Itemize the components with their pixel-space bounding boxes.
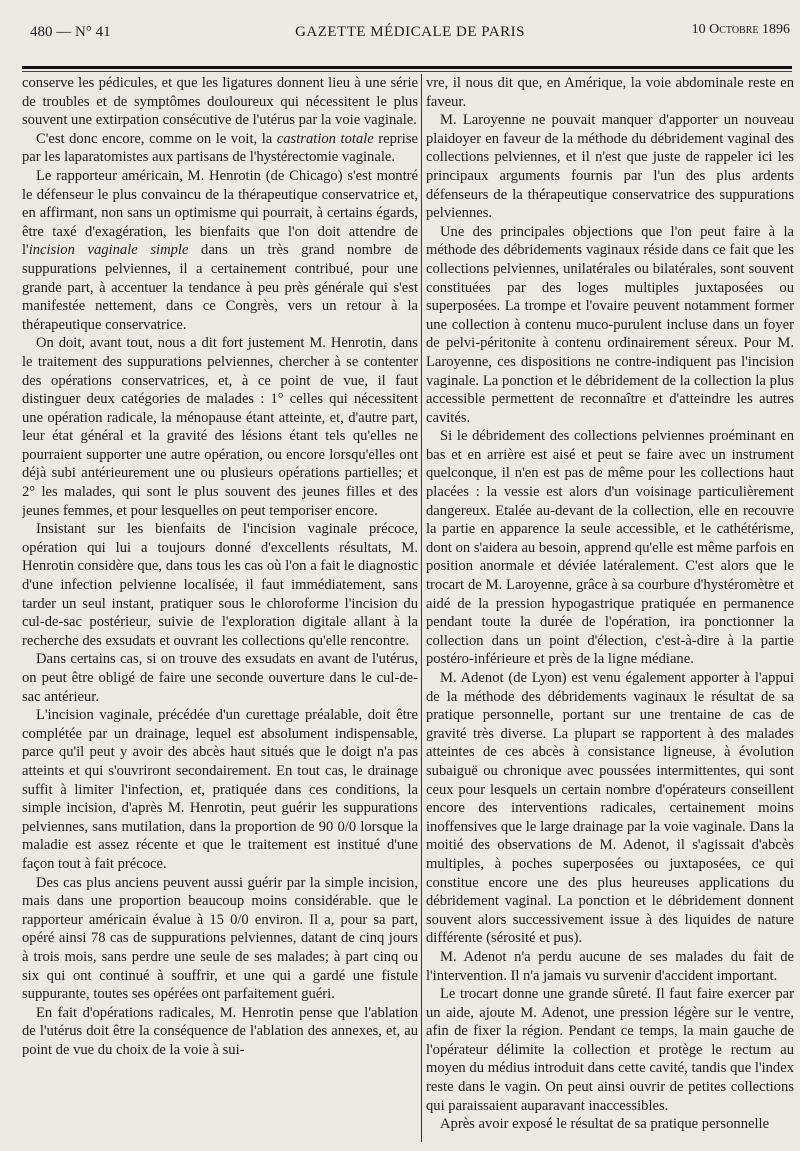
paragraph xyxy=(426,948,794,985)
text-run: dans un très grand nombre de suppurations pelviennes, il a certainement contribué, pour une grande part, à accentuer la tendance à peu près générale qui s'est manifestée nettement, dans ce Congrès, vers un retour à la thérapeutique conservatrice. xyxy=(22,242,418,333)
page-number: 480 — N° 41 xyxy=(30,24,111,40)
paragraph xyxy=(426,111,794,223)
text-run: conserve les pédicules, et que les ligatures donnent lieu à une série de troubles et de symptômes douloureux qui nécessitent le plus souvent une extirpation consécutive de l'utérus par la voie vaginale. xyxy=(22,75,418,129)
italic-text: incision vaginale simple xyxy=(28,242,189,259)
text-run: reprise par les laparatomistes aux partisans de l'hystérectomie vaginale. xyxy=(22,130,418,166)
text-run: vre, il nous dit que, en Amérique, la voie abdominale reste en faveur. xyxy=(426,75,794,110)
text-run: C'est donc encore, comme on le voit, la xyxy=(36,130,277,147)
issue-date-day: 10 xyxy=(691,22,706,37)
text-run: En fait d'opérations radicales, M. Henrotin pense que l'ablation de l'utérus doit être la conséquence de l'ablation des annexes, et, au point de vue du choix de la voie à sui- xyxy=(22,1004,418,1058)
paragraph xyxy=(426,1115,794,1134)
issue-date-month: Octobre xyxy=(709,22,759,37)
paragraph xyxy=(426,74,794,111)
text-run: Dans certains cas, si on trouve des exsudats en avant de l'utérus, on peut être obligé de faire une seconde ouverture dans le cul-de-sac antérieur. xyxy=(22,651,418,705)
left-column xyxy=(22,74,418,1144)
header-rule xyxy=(22,66,792,69)
paragraph xyxy=(22,334,418,520)
column-divider xyxy=(421,74,422,1142)
text-run: Le trocart donne une grande sûreté. Il faut faire exercer par un aide, ajoute M. Adenot, une pression légère sur le ventre, afin de fixer la région. Pendant ce temps, la main gauche de l'opérateur délimite la collection et protège le rectum au moyen du médius introduit dans cette cavité, tandis que l'index reste dans le vagin. On peut ainsi ouvrir de petites collections qui paraissaient auparavant inaccessibles. xyxy=(426,986,794,1114)
paragraph xyxy=(22,167,418,334)
paragraph xyxy=(426,669,794,948)
page-header xyxy=(30,22,790,48)
paragraph xyxy=(426,427,794,669)
journal-title: GAZETTE MÉDICALE DE PARIS xyxy=(295,24,525,40)
paragraph xyxy=(22,130,418,167)
paragraph xyxy=(22,706,418,873)
header-rule-thin xyxy=(22,71,792,72)
paragraph xyxy=(426,985,794,1115)
paragraph xyxy=(22,520,418,650)
text-run: L'incision vaginale, précédée d'un curettage préalable, doit être complétée par un drainage, lequel est absolument indispensable, parce qu'il peut y avoir des abcès haut situés que le doigt n'a pas atteints et qui s'ouvriront secondairement. En tout cas, le drainage suffit à limiter l'infection, et, pratiquée dans ces conditions, la simple incision, d'après M. Henrotin, peut guérir les suppurations pelviennes, sans mutilation, dans la proportion de 90 0/0 lorsque la maladie est assez récente et que le traitement est institué d'une façon tout à fait précoce. xyxy=(22,707,418,872)
text-run: Si le débridement des collections pelviennes proéminant en bas et en arrière est aisé et peut se faire avec un instrument quelconque, il n'en est pas de même pour les collections haut placées : la vessie est alors d'un voisinage particulièrement dangereux. Etalée au-devant de la collection, elle en recouvre la partie en apparence la seule accessible, et le cathétérisme, dont on s'aidera au besoin, apprend qu'elle est même parfois en position anormale et déviée latéralement. C'est alors que le trocart de M. Laroyenne, grâce à sa courbure d'hystéromètre et aidé de la pression hypogastrique pratiquée en permanence pendant toute la durée de l'opération, ira ponctionner la collection dans un point d'élection, c'est-à-dire à la partie postéro-inférieure et près de la ligne médiane. xyxy=(426,428,794,668)
text-run: Des cas plus anciens peuvent aussi guérir par la simple incision, mais dans une proportion beaucoup moins considérable. que le rapporteur américain évalue à 15 0/0 environ. Il a, pour sa part, opéré ainsi 78 cas de suppurations pelviennes, datant de cinq jours à trois mois, sans perdre une seule de ses malades; à part cinq ou six qui ont continué à souffrir, et une qui a gardé une fistule suppurante, toutes ses opérées ont parfaitement guéri. xyxy=(22,874,418,1003)
issue-date xyxy=(692,22,790,38)
paragraph xyxy=(22,1004,418,1060)
paragraph xyxy=(22,74,418,130)
right-column xyxy=(426,74,794,1144)
text-run: Une des principales objections que l'on peut faire à la méthode des débridements vaginaux réside dans ce fait que les collections pelviennes, unilatérales ou bilatérales, sont souvent constituées par des loges multiples juxtaposées ou superposées. La trompe et l'ovaire peuvent notamment former une collection à contenu muco-purulent incluse dans un foyer de pelvi-péritonite à contenu ordinairement séreux. Pour M. Laroyenne, ces dispositions ne contre-indiquent pas l'incision vaginale. La ponction et le débridement de la collection la plus accessible permettent de reconnaître et d'atteindre les autres cavités. xyxy=(426,223,794,426)
text-run: M. Adenot n'a perdu aucune de ses malades du fait de l'intervention. Il n'a jamais vu survenir d'accident important. xyxy=(426,948,794,984)
italic-text: castration totale xyxy=(276,130,374,147)
paragraph xyxy=(22,874,418,1004)
text-run: M. Adenot (de Lyon) est venu également apporter à l'appui de la méthode des débridements vaginaux le résultat de sa pratique personnelle, portant sur une trentaine de cas de gravité très diverse. La plupart se rapportent à des malades atteintes de ces abcès à consistance ligneuse, à évolution subaiguë ou chronique avec poussées intermittentes, qui sont ceux pour lesquels un certain nombre d'opérateurs conseillent encore des interventions radicales, certainement moins inoffensives que le large drainage par la voie vaginale. Dans la moitié des observations de M. Adenot, il s'agissait d'abcès multiples, à poches superposées ou juxtaposées, ce qui constitue encore une des plus heureuses applications du débridement vaginal. La ponction et le débridement donnent souvent alors successivement issue à des liquides de nature différente (sérosité et pus). xyxy=(426,670,794,947)
text-run: On doit, avant tout, nous a dit fort justement M. Henrotin, dans le traitement des suppurations pelviennes, chercher à se contenter des opérations conservatrices, et, à ce point de vue, il faut distinguer deux catégories de malades : 1° celles qui nécessitent une opération radicale, la ménopause étant atteinte, et, d'autre part, leur état général et la gravité des lésions étant tels qu'elles ne pourraient supporter une autre opération, ou encore lorsqu'elles ont déjà subi antérieurement une ou plusieurs opérations partielles; et 2° les malades, qui sont le plus souvent des jeunes filles et des jeunes femmes, et pour lesquelles on peut temporiser encore. xyxy=(22,335,418,519)
issue-date-year: 1896 xyxy=(762,22,790,37)
paragraph xyxy=(22,650,418,706)
text-run: Après avoir exposé le résultat de sa pratique personnelle xyxy=(440,1116,770,1133)
text-run: Le rapporteur américain, M. Henrotin (de Chicago) s'est montré le défenseur le plus convaincu de la thérapeutique conservatrice et, en affirmant, non sans un optimisme qui pourrait, à certains égards, être taxé d'exagération, les bienfaits que l'on doit attendre de l' xyxy=(22,167,418,259)
text-run: M. Laroyenne ne pouvait manquer d'apporter un nouveau plaidoyer en faveur de la méthode du débridement vaginal des collections pelviennes, et il n'est que juste de rappeler ici les principaux arguments fournis par l'un des plus ardents défenseurs de la thérapeutique conservatrice des suppurations pelviennes. xyxy=(426,112,794,222)
text-run: Insistant sur les bienfaits de l'incision vaginale précoce, opération qui lui a toujours donné d'excellents résultats, M. Henrotin considère que, dans tous les cas où l'on a fait le diagnostic d'une infection pelvienne localisée, il faut immédiatement, sans tarder un seul instant, pratiquer sous le chloroforme l'incision du cul-de-sac postérieur, suivie de l'exploration digitale allant à la recherche des exsudats et ouvrant les collections qu'elle rencontre. xyxy=(22,521,418,649)
paragraph xyxy=(426,223,794,428)
